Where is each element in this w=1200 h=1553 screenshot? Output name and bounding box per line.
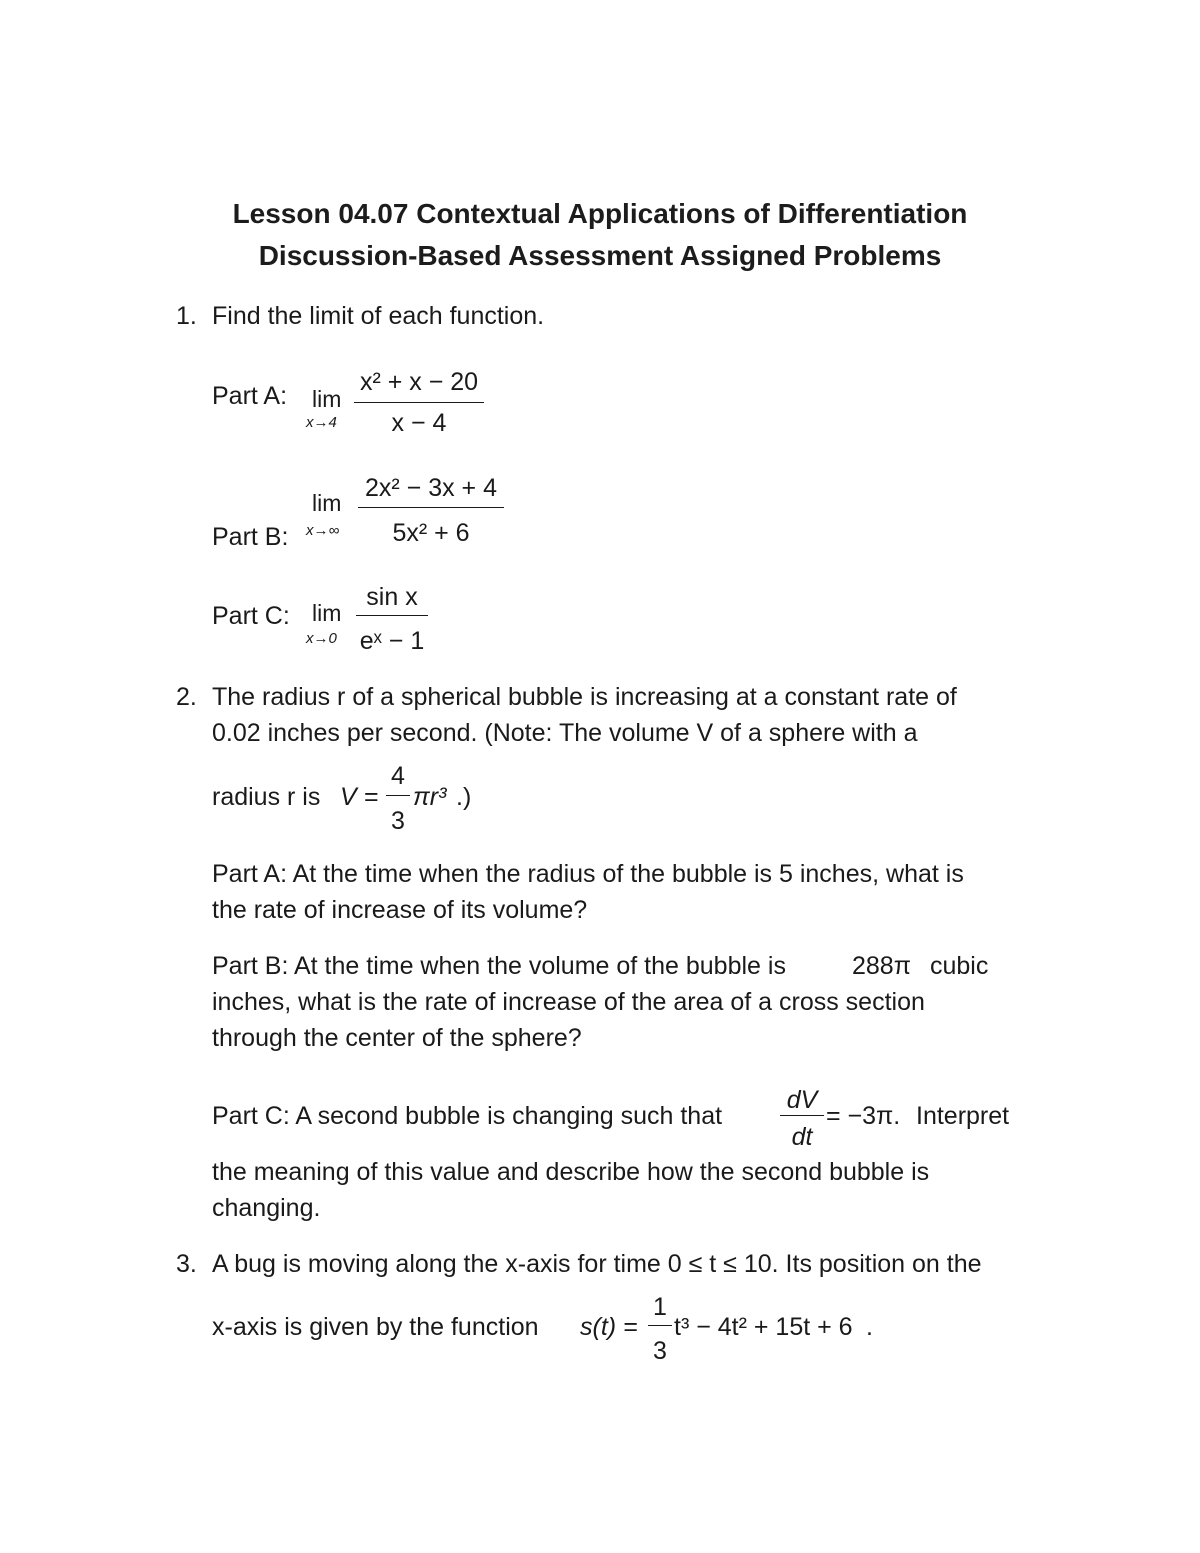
page-title-line1: Lesson 04.07 Contextual Applications of Differentiation [232, 198, 968, 229]
q1-part-a-lim: lim [312, 386, 342, 412]
q2-formula-lhs [340, 783, 378, 812]
q1-part-b-label: Part B: [212, 523, 289, 551]
q1-part-a-lim-sub: x→4 [306, 414, 337, 431]
q1-part-b-numerator: 2x² − 3x + 4 [364, 474, 498, 502]
q2-line2: 0.02 inches per second. (Note: The volume V of a sphere with a [212, 719, 918, 747]
q1-part-c-denominator: eˣ − 1 [359, 627, 425, 655]
q1-part-a-denominator: x − 4 [391, 409, 447, 437]
q3-formula-rest: t³ − 4t² + 15t + 6 [674, 1313, 853, 1341]
q1-part-a-label: Part A: [212, 382, 288, 410]
q2-part-c-line1-suffix: Interpret [916, 1102, 1010, 1130]
q2-part-b-line2: inches, what is the rate of increase of the area of a cross section [212, 988, 925, 1016]
q2-part-a-line1: Part A: At the time when the radius of the bubble is 5 inches, what is [212, 860, 964, 888]
q2-part-b-value: 288π [852, 952, 911, 980]
q2-number: 2. [176, 683, 197, 711]
q2-part-c-fraction-denominator: dt [791, 1123, 813, 1151]
q1-part-b-lim: lim [312, 490, 342, 516]
q1-part-c-label: Part C: [212, 602, 290, 630]
q1-part-a-fraction-bar [354, 402, 484, 403]
q1-part-b-denominator: 5x² + 6 [392, 519, 470, 547]
q2-line3-prefix: radius r is [212, 783, 321, 811]
q1-part-c-numerator: sin x [366, 583, 418, 611]
q1-number: 1. [176, 302, 197, 330]
q1-part-a-numerator: x² + x − 20 [359, 368, 479, 396]
q2-part-c-line1-prefix: Part C: A second bubble is changing such that [212, 1102, 723, 1130]
q3-formula-fraction-bar [648, 1325, 672, 1326]
q2-part-b-line1-suffix: cubic [930, 952, 989, 980]
q3-line2-prefix: x-axis is given by the function [212, 1313, 539, 1341]
q1-part-c-fraction-bar [356, 615, 428, 616]
q2-part-c-line3: changing. [212, 1194, 321, 1222]
q2-line3-suffix: .) [456, 783, 472, 811]
q2-formula-numerator: 4 [391, 762, 405, 790]
q2-part-c-fraction-numerator: dV [786, 1086, 818, 1114]
page-title-line2: Discussion-Based Assessment Assigned Problems [258, 240, 942, 271]
q3-formula-numerator: 1 [653, 1293, 667, 1321]
q3-number: 3. [176, 1250, 197, 1278]
q1-part-c-lim-sub: x→0 [306, 630, 337, 647]
q2-formula-lhs-text: V = [340, 783, 379, 811]
q2-part-c-fraction-bar [780, 1115, 824, 1116]
q2-part-b-line3: through the center of the sphere? [212, 1024, 582, 1052]
q2-formula-rest: πr³ [413, 783, 447, 811]
q2-part-c-value: = −3π. [826, 1102, 901, 1130]
q2-part-b-line1-prefix: Part B: At the time when the volume of the bubble is [212, 952, 786, 980]
q1-part-b-fraction-bar [358, 507, 504, 508]
q2-formula-fraction-bar [386, 795, 410, 796]
q2-part-a-line2: the rate of increase of its volume? [212, 896, 588, 924]
q3-formula-denominator: 3 [653, 1337, 667, 1365]
q1-text: Find the limit of each function. [212, 302, 545, 330]
q1-part-c-lim: lim [312, 600, 342, 626]
q3-formula-lhs: s(t) = [580, 1313, 638, 1341]
q3-line2-suffix: . [866, 1313, 873, 1341]
q2-formula-denominator: 3 [391, 807, 405, 835]
q3-line1: A bug is moving along the x-axis for time 0 ≤ t ≤ 10. Its position on the [212, 1250, 982, 1278]
q2-line1: The radius r of a spherical bubble is increasing at a constant rate of [212, 683, 957, 711]
q1-part-b-lim-sub: x→∞ [306, 522, 340, 539]
q2-part-c-line2: the meaning of this value and describe how the second bubble is [212, 1158, 930, 1186]
